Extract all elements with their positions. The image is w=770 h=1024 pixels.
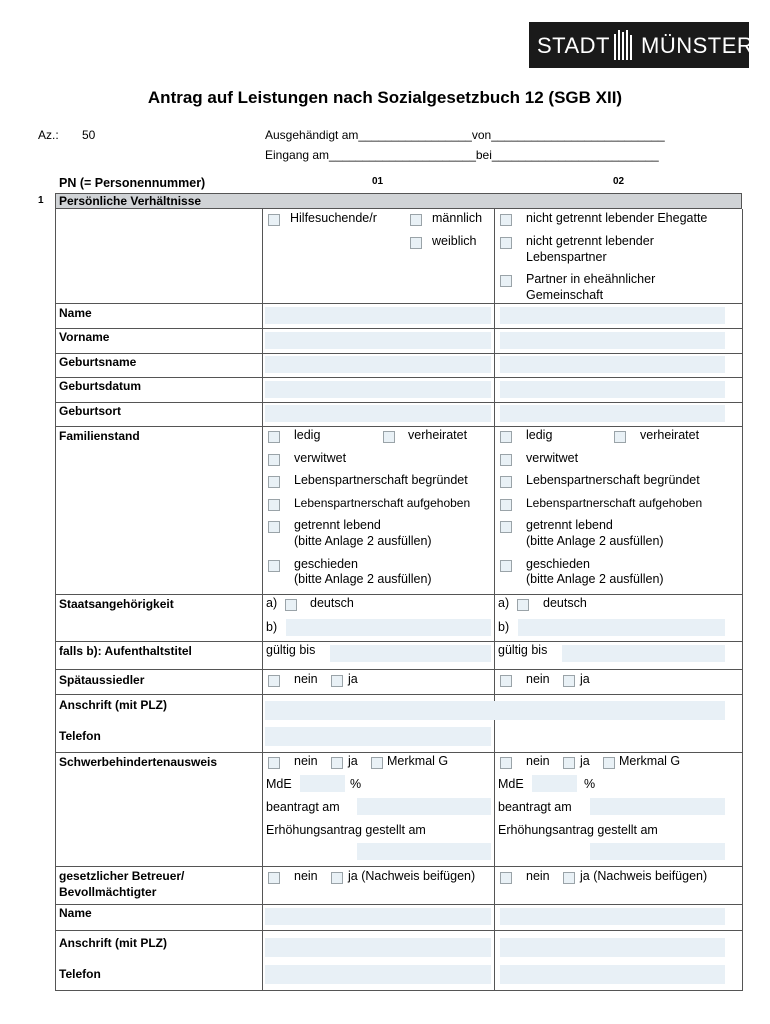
betreuer-ja-label-01: ja (Nachweis beifügen) bbox=[348, 869, 476, 883]
az-value: 50 bbox=[82, 128, 96, 142]
gueltig-label-01: gültig bis bbox=[266, 643, 316, 657]
merkmal-g-checkbox-01[interactable] bbox=[371, 757, 383, 769]
ehegatte-checkbox[interactable] bbox=[500, 214, 512, 226]
eingang-line: Eingang am______________________bei_________________________ bbox=[265, 148, 659, 162]
grid-line bbox=[55, 377, 743, 378]
mde-label-02: MdE bbox=[498, 777, 524, 791]
schwb-nein-label-02: nein bbox=[526, 754, 550, 768]
grid-line bbox=[262, 209, 263, 991]
lp-begruendet-label-02: Lebenspartnerschaft begründet bbox=[526, 473, 700, 487]
betreuer-ja-checkbox-02[interactable] bbox=[563, 872, 575, 884]
betreuer-nein-checkbox-01[interactable] bbox=[268, 872, 280, 884]
geschieden-label-02: geschieden bbox=[526, 557, 590, 571]
lp-begruendet-label-01: Lebenspartnerschaft begründet bbox=[294, 473, 468, 487]
erhoehung-label-02: Erhöhungsantrag gestellt am bbox=[498, 823, 658, 837]
anschrift-field[interactable] bbox=[265, 701, 725, 720]
getrennt-label-02: getrennt lebend bbox=[526, 518, 613, 532]
geschieden-note-02: (bitte Anlage 2 ausfüllen) bbox=[526, 572, 664, 586]
grid-line bbox=[55, 752, 743, 753]
lp-aufgehoben-checkbox-02[interactable] bbox=[500, 499, 512, 511]
betreuer-telefon-field-01[interactable] bbox=[265, 965, 491, 984]
merkmal-g-label-02: Merkmal G bbox=[619, 754, 681, 768]
lp-aufgehoben-label-02: Lebenspartnerschaft aufgehoben bbox=[526, 496, 703, 510]
maennlich-label: männlich bbox=[432, 211, 483, 225]
beantragt-label-01: beantragt am bbox=[266, 800, 340, 814]
staat-b-label-01: b) bbox=[266, 620, 278, 634]
vorname-field-01[interactable] bbox=[265, 332, 491, 349]
geburtsdatum-field-02[interactable] bbox=[500, 381, 725, 398]
getrennt-checkbox-02[interactable] bbox=[500, 521, 512, 533]
row-label-familienstand: Familienstand bbox=[59, 429, 140, 443]
spaet-nein-checkbox-01[interactable] bbox=[268, 675, 280, 687]
ehegatte-label: nicht getrennt lebender Ehegatte bbox=[526, 211, 708, 225]
staat-a-label-01: a) bbox=[266, 596, 278, 610]
beantragt-field-02[interactable] bbox=[590, 798, 725, 815]
row-label-aufenthaltstitel: falls b): Aufenthaltstitel bbox=[59, 644, 192, 658]
schwb-ja-label-01: ja bbox=[348, 754, 358, 768]
grid-line bbox=[55, 328, 743, 329]
deutsch-checkbox-02[interactable] bbox=[517, 599, 529, 611]
grid-line bbox=[55, 694, 743, 695]
row-label-betreuer-anschrift: Anschrift (mit PLZ) bbox=[59, 936, 167, 950]
erhoehung-label-01: Erhöhungsantrag gestellt am bbox=[266, 823, 426, 837]
schwb-ja-label-02: ja bbox=[580, 754, 590, 768]
betreuer-name-field-02[interactable] bbox=[500, 908, 725, 925]
verheiratet-label-01: verheiratet bbox=[408, 428, 468, 442]
getrennt-label-01: getrennt lebend bbox=[294, 518, 381, 532]
deutsch-label-01: deutsch bbox=[310, 596, 354, 610]
row-label-schwerbehindertenausweis: Schwerbehindertenausweis bbox=[59, 755, 218, 769]
weiblich-label: weiblich bbox=[432, 234, 477, 248]
name-field-02[interactable] bbox=[500, 307, 725, 324]
weiblich-checkbox[interactable] bbox=[410, 237, 422, 249]
lp-begruendet-checkbox-01[interactable] bbox=[268, 476, 280, 488]
pn-col-01: 01 bbox=[372, 176, 384, 187]
lp-begruendet-checkbox-02[interactable] bbox=[500, 476, 512, 488]
row-label-geburtsname: Geburtsname bbox=[59, 355, 137, 369]
betreuer-anschrift-field-02[interactable] bbox=[500, 938, 725, 957]
grid-line bbox=[494, 209, 495, 991]
gueltig-field-02[interactable] bbox=[562, 645, 725, 662]
geschieden-checkbox-02[interactable] bbox=[500, 560, 512, 572]
hilfesuchende-label: Hilfesuchende/r bbox=[290, 211, 377, 225]
erhoehung-field-02[interactable] bbox=[590, 843, 725, 860]
geburtsdatum-field-01[interactable] bbox=[265, 381, 491, 398]
ledig-checkbox-02[interactable] bbox=[500, 431, 512, 443]
grid-line bbox=[55, 353, 743, 354]
row-label-anschrift: Anschrift (mit PLZ) bbox=[59, 698, 167, 712]
grid-line bbox=[55, 426, 743, 427]
grid-line bbox=[55, 669, 743, 670]
mde-field-01[interactable] bbox=[300, 775, 345, 792]
section-title: Persönliche Verhältnisse bbox=[59, 194, 202, 208]
staat-b-label-02: b) bbox=[498, 620, 510, 634]
logo-text-left: STADT bbox=[537, 33, 610, 58]
geschieden-checkbox-01[interactable] bbox=[268, 560, 280, 572]
verwitwet-label-01: verwitwet bbox=[294, 451, 347, 465]
betreuer-nein-checkbox-02[interactable] bbox=[500, 872, 512, 884]
verheiratet-checkbox-01[interactable] bbox=[383, 431, 395, 443]
ledig-checkbox-01[interactable] bbox=[268, 431, 280, 443]
maennlich-checkbox[interactable] bbox=[410, 214, 422, 226]
getrennt-note-01: (bitte Anlage 2 ausfüllen) bbox=[294, 534, 432, 548]
beantragt-label-02: beantragt am bbox=[498, 800, 572, 814]
row-label-betreuer-2: Bevollmächtigter bbox=[59, 885, 157, 899]
az-label: Az.: bbox=[38, 128, 59, 142]
vorname-field-02[interactable] bbox=[500, 332, 725, 349]
schwb-nein-checkbox-01[interactable] bbox=[268, 757, 280, 769]
page-title: Antrag auf Leistungen nach Sozialgesetzbuch 12 (SGB XII) bbox=[147, 88, 623, 107]
geburtsort-field-02[interactable] bbox=[500, 405, 725, 422]
logo-text-right: MÜNSTER bbox=[641, 33, 754, 58]
lebenspartner-checkbox[interactable] bbox=[500, 237, 512, 249]
row-label-telefon: Telefon bbox=[59, 729, 101, 743]
betreuer-anschrift-field-01[interactable] bbox=[265, 938, 491, 957]
ledig-label-01: ledig bbox=[294, 428, 321, 442]
spaet-ja-label-01: ja bbox=[348, 672, 358, 686]
staat-b-field-01[interactable] bbox=[286, 619, 491, 636]
betreuer-name-field-01[interactable] bbox=[265, 908, 491, 925]
partner-checkbox[interactable] bbox=[500, 275, 512, 287]
verheiratet-checkbox-02[interactable] bbox=[614, 431, 626, 443]
row-label-vorname: Vorname bbox=[59, 330, 110, 344]
pn-col-02: 02 bbox=[613, 176, 625, 187]
grid-line bbox=[55, 641, 743, 642]
erhoehung-field-01[interactable] bbox=[357, 843, 491, 860]
grid-line bbox=[55, 990, 743, 991]
row-label-geburtsdatum: Geburtsdatum bbox=[59, 379, 142, 393]
name-field-01[interactable] bbox=[265, 307, 491, 324]
row-label-spaetaussiedler: Spätaussiedler bbox=[59, 673, 145, 687]
row-label-name: Name bbox=[59, 306, 92, 320]
verwitwet-checkbox-01[interactable] bbox=[268, 454, 280, 466]
schwb-nein-label-01: nein bbox=[294, 754, 318, 768]
deutsch-label-02: deutsch bbox=[543, 596, 587, 610]
betreuer-nein-label-02: nein bbox=[526, 869, 550, 883]
betreuer-nein-label-01: nein bbox=[294, 869, 318, 883]
grid-line bbox=[55, 303, 743, 304]
partner-label-2: Gemeinschaft bbox=[526, 288, 604, 302]
verheiratet-label-02: verheiratet bbox=[640, 428, 700, 442]
merkmal-g-label-01: Merkmal G bbox=[387, 754, 449, 768]
gueltig-label-02: gültig bis bbox=[498, 643, 548, 657]
ledig-label-02: ledig bbox=[526, 428, 553, 442]
grid-line bbox=[55, 930, 743, 931]
hilfesuchende-checkbox[interactable] bbox=[268, 214, 280, 226]
getrennt-checkbox-01[interactable] bbox=[268, 521, 280, 533]
pn-label: PN (= Personennummer) bbox=[59, 176, 206, 190]
deutsch-checkbox-01[interactable] bbox=[285, 599, 297, 611]
mde-percent-01: % bbox=[350, 777, 362, 791]
verwitwet-label-02: verwitwet bbox=[526, 451, 579, 465]
geburtsort-field-01[interactable] bbox=[265, 405, 491, 422]
betreuer-telefon-field-02[interactable] bbox=[500, 965, 725, 984]
grid-line bbox=[55, 209, 56, 991]
row-label-geburtsort: Geburtsort bbox=[59, 404, 122, 418]
geburtsname-field-02[interactable] bbox=[500, 356, 725, 373]
section-number: 1 bbox=[38, 195, 44, 206]
row-label-betreuer-telefon: Telefon bbox=[59, 967, 101, 981]
partner-label-1: Partner in eheähnlicher bbox=[526, 272, 656, 286]
row-label-betreuer-1: gesetzlicher Betreuer/ bbox=[59, 869, 185, 883]
spaet-nein-checkbox-02[interactable] bbox=[500, 675, 512, 687]
telefon-field[interactable] bbox=[265, 727, 491, 746]
mde-percent-02: % bbox=[584, 777, 596, 791]
betreuer-ja-label-02: ja (Nachweis beifügen) bbox=[580, 869, 708, 883]
row-label-staatsangehoerigkeit: Staatsangehörigkeit bbox=[59, 597, 174, 611]
spaet-nein-label-01: nein bbox=[294, 672, 318, 686]
logo-bars-icon bbox=[613, 30, 635, 60]
geschieden-label-01: geschieden bbox=[294, 557, 358, 571]
beantragt-field-01[interactable] bbox=[357, 798, 491, 815]
geburtsname-field-01[interactable] bbox=[265, 356, 491, 373]
gueltig-field-01[interactable] bbox=[330, 645, 491, 662]
spaet-ja-checkbox-01[interactable] bbox=[331, 675, 343, 687]
betreuer-ja-checkbox-01[interactable] bbox=[331, 872, 343, 884]
merkmal-g-checkbox-02[interactable] bbox=[603, 757, 615, 769]
lp-aufgehoben-label-01: Lebenspartnerschaft aufgehoben bbox=[294, 496, 471, 510]
grid-line bbox=[55, 904, 743, 905]
lebenspartner-label-1: nicht getrennt lebender bbox=[526, 234, 654, 248]
getrennt-note-02: (bitte Anlage 2 ausfüllen) bbox=[526, 534, 664, 548]
grid-line bbox=[55, 402, 743, 403]
lp-aufgehoben-checkbox-01[interactable] bbox=[268, 499, 280, 511]
schwb-ja-checkbox-01[interactable] bbox=[331, 757, 343, 769]
verwitwet-checkbox-02[interactable] bbox=[500, 454, 512, 466]
staat-a-label-02: a) bbox=[498, 596, 510, 610]
schwb-nein-checkbox-02[interactable] bbox=[500, 757, 512, 769]
spaet-ja-checkbox-02[interactable] bbox=[563, 675, 575, 687]
grid-line bbox=[742, 209, 743, 991]
grid-line bbox=[55, 866, 743, 867]
staat-b-field-02[interactable] bbox=[518, 619, 725, 636]
geschieden-note-01: (bitte Anlage 2 ausfüllen) bbox=[294, 572, 432, 586]
lebenspartner-label-2: Lebenspartner bbox=[526, 250, 607, 264]
stadt-muenster-logo bbox=[529, 22, 754, 68]
row-label-betreuer-name: Name bbox=[59, 906, 92, 920]
spaet-nein-label-02: nein bbox=[526, 672, 550, 686]
mde-label-01: MdE bbox=[266, 777, 292, 791]
mde-field-02[interactable] bbox=[532, 775, 577, 792]
spaet-ja-label-02: ja bbox=[580, 672, 590, 686]
schwb-ja-checkbox-02[interactable] bbox=[563, 757, 575, 769]
ausgehaendigt-line: Ausgehändigt am_________________von__________________________ bbox=[265, 128, 665, 142]
grid-line bbox=[55, 594, 743, 595]
